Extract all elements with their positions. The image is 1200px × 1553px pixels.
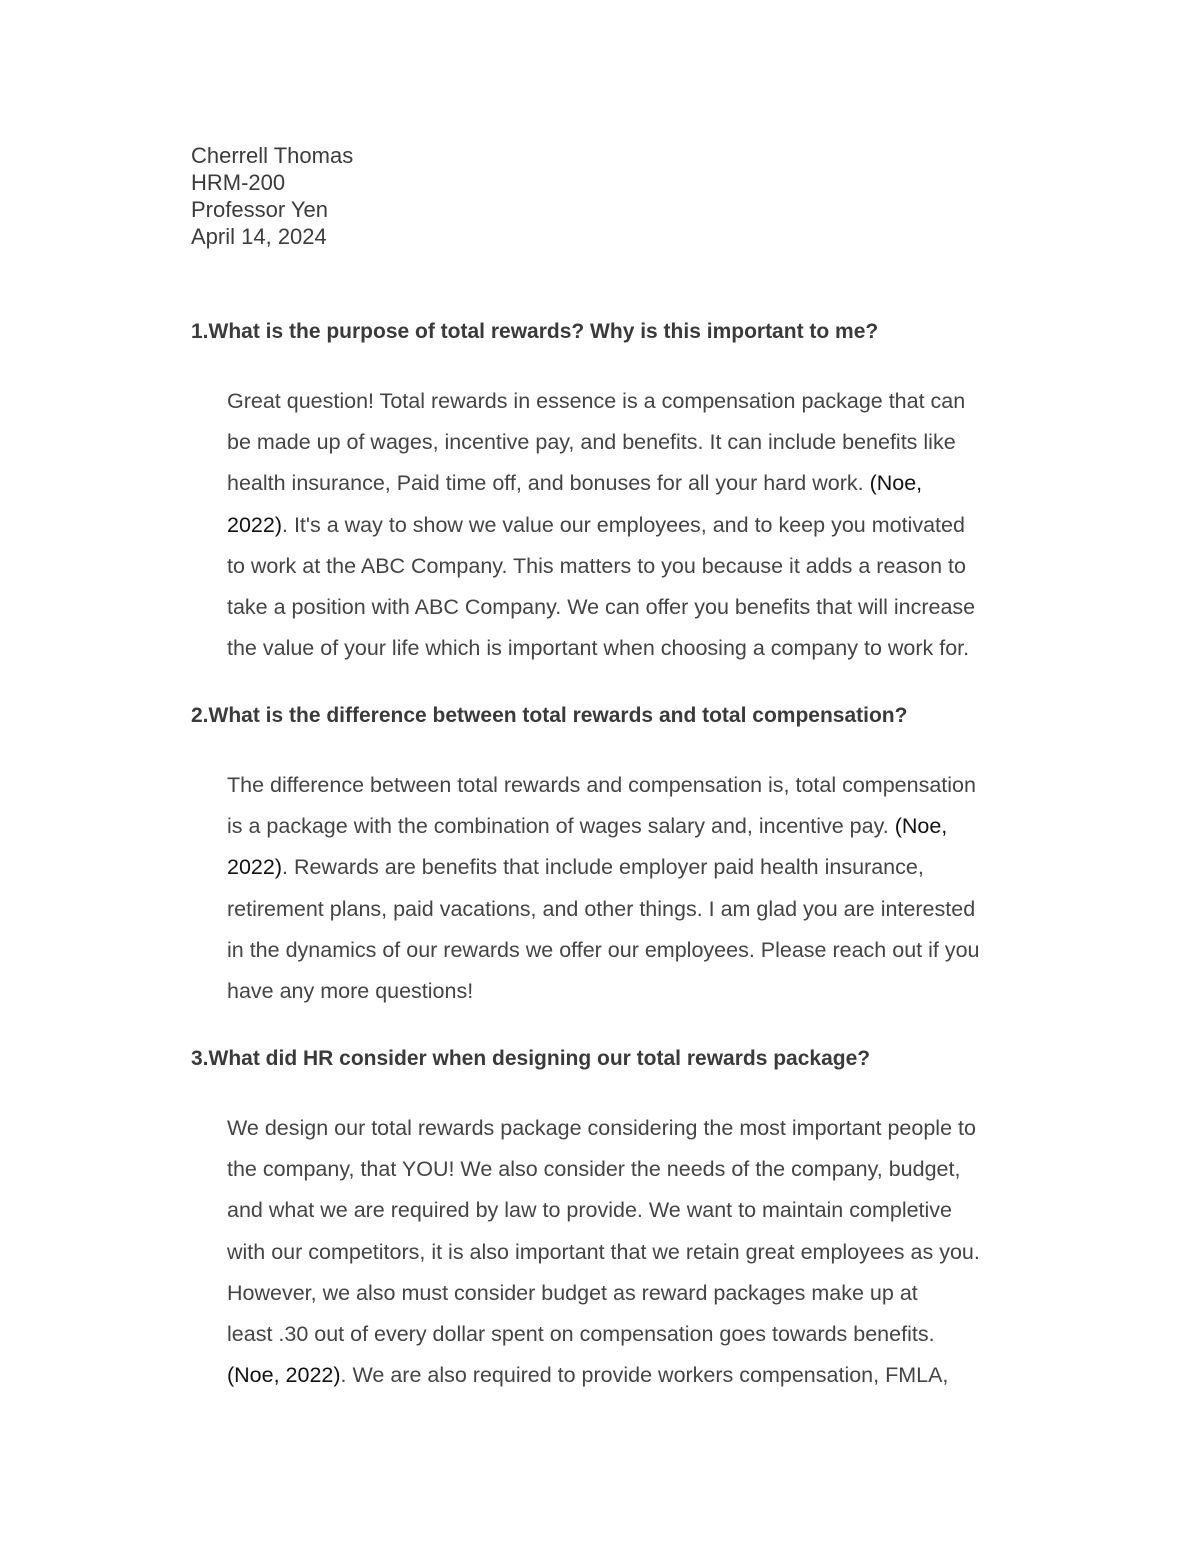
answer-3-line: least .30 out of every dollar spent on compensation goes towards benefits. [227,1322,935,1347]
answer-2-line: have any more questions! [227,979,474,1004]
citation: (Noe, 2022) [227,1363,341,1388]
answer-1-line: health insurance, Paid time off, and bonuses for all your hard work. (Noe, [227,471,923,496]
answer-2-line: The difference between total rewards and compensation is, total compensation [227,773,976,797]
answer-3-body [227,1108,1057,1396]
document-date: April 14, 2024 [191,224,327,249]
citation: (Noe, [869,471,923,496]
document-header [191,142,353,250]
answer-1-line: 2022). It's a way to show we value our employees, and to keep you motivated [227,512,965,537]
citation: 2022) [227,512,282,537]
question-1-heading: 1.What is the purpose of total rewards? Why is this important to me? [191,320,879,343]
answer-1-body [227,381,1057,669]
citation: (Noe, [894,814,948,839]
answer-3-line: We design our total rewards package considering the most important people to [227,1116,976,1140]
answer-2-line: 2022). Rewards are benefits that include employer paid health insurance, [227,855,924,880]
answer-1-line: to work at the ABC Company. This matters to you because it adds a reason to [227,553,966,578]
answer-1-line: be made up of wages, incentive pay, and benefits. It can include benefits like [227,430,956,455]
answer-1-line: take a position with ABC Company. We can offer you benefits that will increase [227,595,976,620]
answer-2-line: is a package with the combination of wages salary and, incentive pay. (Noe, [227,814,948,839]
answer-2-line: in the dynamics of our rewards we offer our employees. Please reach out if you [227,937,980,962]
answer-3-line: (Noe, 2022). We are also required to provide workers compensation, FMLA, [227,1363,949,1388]
answer-1-line: the value of your life which is important when choosing a company to work for. [227,636,970,661]
answer-3-line: the company, that YOU! We also consider the needs of the company, budget, [227,1157,961,1182]
answer-3-line: However, we also must consider budget as reward packages make up at [227,1280,918,1305]
citation: 2022) [227,855,282,880]
author-name: Cherrell Thomas [191,143,354,168]
answer-2-line: retirement plans, paid vacations, and other things. I am glad you are interested [227,896,976,921]
answer-1-line: Great question! Total rewards in essence is a compensation package that can [227,389,966,413]
course-code: HRM-200 [191,170,286,195]
question-3-heading: 3.What did HR consider when designing our total rewards package? [191,1047,871,1070]
professor-name: Professor Yen [191,197,328,222]
answer-3-line: with our competitors, it is also important that we retain great employees as you. [227,1239,980,1264]
answer-3-line: and what we are required by law to provide. We want to maintain completive [227,1198,953,1223]
question-2-heading: 2.What is the difference between total rewards and total compensation? [191,704,908,727]
answer-2-body [227,765,1057,1012]
